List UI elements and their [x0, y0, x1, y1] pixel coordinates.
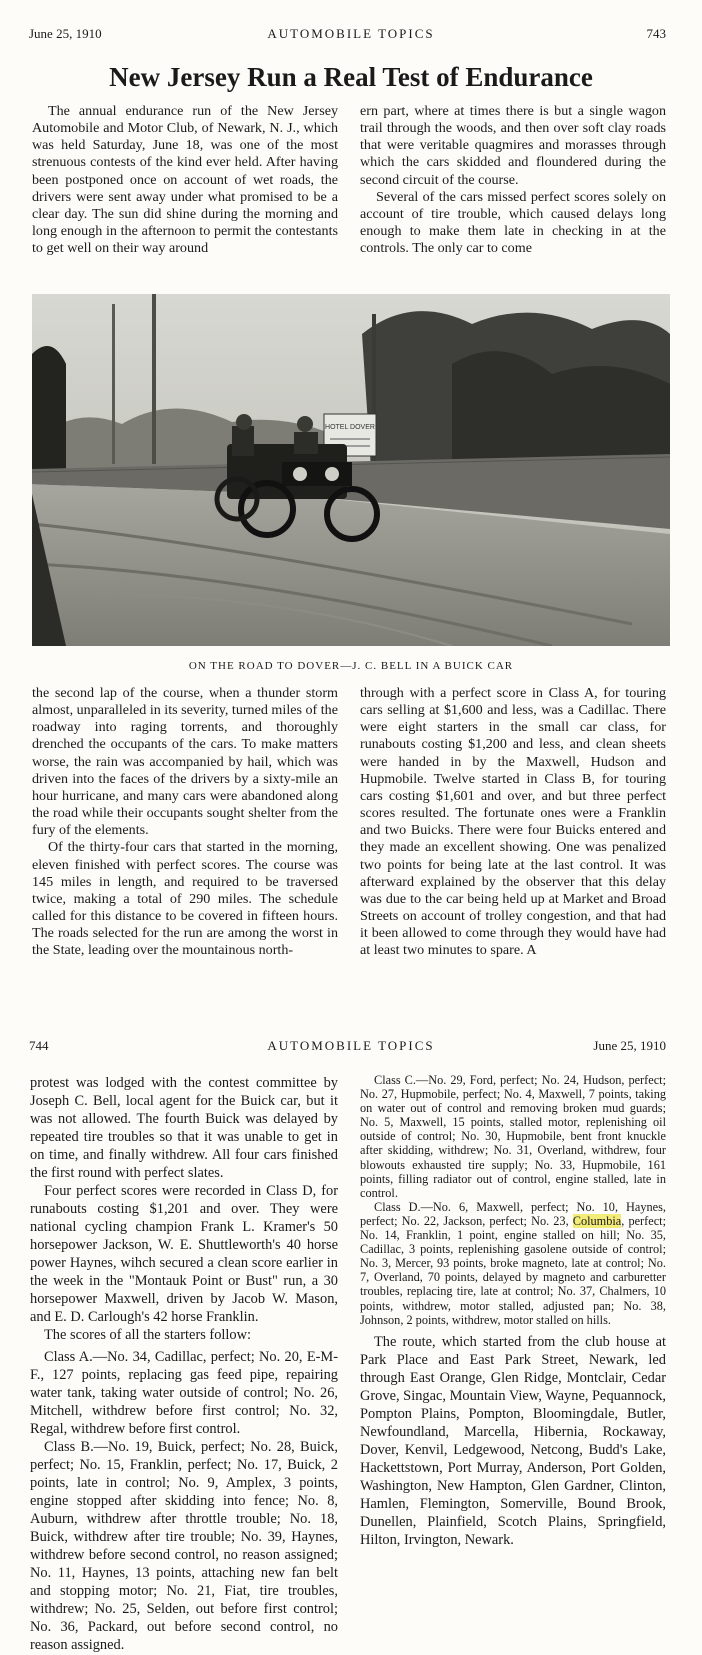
photo-caption: ON THE ROAD TO DOVER—J. C. BELL IN A BUICK CAR — [188, 660, 514, 672]
class-results-paragraph: through with a perfect score in Class A, for touring cars selling at $1,600 and less, was a Cadillac. There were eight starters in the small car class, for runabouts costing $1,200 and less, and clean sheets were handed in by the Maxwell, Hudson and Hupmobile. Twelve started in Class B, for touring cars costing $1,601 and over, and but three perfect scores resulted. The fortunate ones were a Franklin and two Buicks. There were four Buicks entered and they made an excellent showing. One was penalized two points for being late at the last control. It was afterward explained by the observer that this delay was due to the car being held up at Market and Broad Streets on account of trolley congestion, and that had it been allowed to come through they would have had at least two minutes to spare. A — [360, 685, 666, 959]
page2-column-right — [360, 1073, 666, 1549]
page2-column-left — [30, 1074, 338, 1654]
page-number: 744 — [29, 1038, 49, 1053]
highlighted-word: Columbia — [572, 1213, 622, 1228]
photo-illustration — [32, 294, 670, 646]
class-c-scores: Class C.—No. 29, Ford, perfect; No. 24, Hudson, perfect; No. 27, Hupmobile, perfect; No. 4, Maxwell, 7 points, taking on water out of control and removing broken mud guards; No. 5, Maxwell, 15 points, stalled motor, replenishing oil outside of control; No. 30, Hupmobile, bent front knuckle after skidding, withdrew; No. 31, Overland, withdrew, four blowouts exhausted tire supply; No. 33, Hupmobile, 161 points, filling radiator out of control, engine stalled, late in control. — [360, 1073, 666, 1200]
publication-title: AUTOMOBILE TOPICS — [267, 26, 435, 41]
scores-a-b — [30, 1348, 338, 1654]
page-date: June 25, 1910 — [29, 26, 102, 41]
class-a-scores: Class A.—No. 34, Cadillac, perfect; No. 20, E-M-F., 127 points, replacing gas feed pipe, repairing water tank, taking water outside of control; No. 26, Mitchell, withdrew before first control; No. 32, Regal, withdrew before first control. — [30, 1349, 338, 1437]
class-d-scores — [360, 1200, 666, 1327]
running-head — [0, 26, 702, 46]
class-d-text-start: Class D.—No. 6, Maxwell, perfect; No. 10, Haynes, perfect; No. 22, Jackson, perfect; No. 23, — [360, 1199, 666, 1228]
tire-trouble-paragraph: Several of the cars missed perfect scores solely on account of tire trouble, which caused delays long enough to make them late in checking in at the controls. The only car to come — [360, 188, 666, 257]
route-block — [360, 1333, 666, 1549]
road-photo — [32, 294, 670, 646]
article-headline: New Jersey Run a Real Test of Endurance — [109, 62, 593, 92]
publication-title: AUTOMOBILE TOPICS — [267, 1038, 435, 1053]
intro-paragraph-continued: ern part, where at times there is but a single wagon trail through the woods, and then over soft clay roads that were veritable quagmires and morasses through which the cars skidded and floundered during the second circuit of the course. — [360, 103, 666, 188]
protest-paragraph: protest was lodged with the contest committee by Joseph C. Bell, local agent for the Buick car, but it was not allowed. The fourth Buick was delayed by repeated tire troubles so that it was unable to get in on time, and finally withdrew. All four cars finished the first round with perfect slates. — [30, 1075, 338, 1181]
intro-column-left — [32, 103, 338, 257]
page-date: June 25, 1910 — [593, 1038, 666, 1053]
page-number: 743 — [646, 26, 666, 41]
scores-c-d — [360, 1073, 666, 1327]
class-b-scores: Class B.—No. 19, Buick, perfect; No. 28, Buick, perfect; No. 15, Franklin, perfect; No. 17, Buick, 2 points, late in control; No. 9, Amplex, 3 points, engine stopped after skidding into fence; No. 8, Auburn, withdrew after throttle trouble; No. 18, Buick, withdrew after tire trouble; No. 39, Haynes, withdrew before second control, no reason assigned; No. 11, Haynes, 13 points, attaching new fan belt and stopping motor; No. 21, Fiat, tire troubles, withdrew; No. 25, Selden, out before first control; No. 36, Packard, out before second control, no reason assigned. — [30, 1439, 338, 1653]
body-column-left — [32, 685, 338, 960]
body-column-right — [360, 685, 666, 960]
intro-column-right — [360, 103, 666, 257]
running-head — [0, 1038, 702, 1058]
photo-sign-text: HOTEL DOVER — [325, 424, 375, 431]
class-d-summary-paragraph: Four perfect scores were recorded in Class D, for runabouts costing $1,201 and over. They were national cycling champion Frank L. Kramer's 50 horsepower Jackson, W. E. Shuttleworth's 40 horse power Haynes, wihch secured a clean score earlier in the week in the "Montauk Point or Bust" run, a 30 horsepower Maxwell, driven by Jacob W. Mason, and E. D. Carlough's 42 horse Franklin. — [30, 1183, 338, 1325]
page-744 — [0, 1020, 702, 1655]
class-d-text-end: , perfect; No. 14, Franklin, 1 point, engine stalled on hill; No. 35, Cadillac, 3 points, replenishing gasolene outside of control; No. 3, Mercer, 93 points, broke magneto, late at control; No. 7, Overland, 70 points, delayed by magneto and carburetter troubles, replacing tire, late at control; No. 37, Chalmers, 10 points, withdrew, motor stalled, adjusted pan; No. 38, Johnson, 2 points, withdrew, motor stalled on hills. — [360, 1213, 667, 1327]
storm-paragraph: the second lap of the course, when a thunder storm almost, unparalleled in its severity, turned miles of the roadway into raging torrents, and thoroughly drenched the occupants of the cars. To make matters worse, the rain was accompanied by hail, which was driven into the faces of the drivers by a sixty-mile an hour hurricane, and many cars were abandoned along the road while their occupants sought shelter from the fury of the elements. — [32, 685, 338, 839]
intro-paragraph: The annual endurance run of the New Jersey Automobile and Motor Club, of Newark, N. J., which was held Saturday, June 18, was one of the most strenuous contests of the kind ever held. After having been postponed once on account of wet roads, the drivers were sent away under what promised to be a clear day. The sun did shine during the morning and long enough in the afternoon to permit the contestants to get well on their way around — [32, 103, 338, 257]
route-paragraph: The route, which started from the club house at Park Place and East Park Street, Newark, led through East Orange, Glen Ridge, Montclair, Cedar Grove, Singac, Mountain View, Wayne, Pequannock, Pompton Plains, Pompton, Bloomingdale, Butler, Newfoundland, Marcella, Hibernia, Rockaway, Dover, Kenvil, Ledgewood, Netcong, Budd's Lake, Hackettstown, Port Murray, Anderson, Port Golden, Washington, New Hampton, Glen Gardner, Clinton, Hamlen, Flemington, Somerville, Bound Brook, Dunellen, Plainfield, Scotch Plains, Springfield, Hilton, Irvington, Newark. — [360, 1333, 666, 1548]
scores-intro: The scores of all the starters follow: — [44, 1327, 251, 1343]
course-paragraph: Of the thirty-four cars that started in the morning, eleven finished with perfect scores. The course was 145 miles in length, and required to be traversed twice, making a total of 290 miles. The schedule called for this distance to be covered in fifteen hours. The roads selected for the run are among the worst in the State, leading over the mountainous north- — [32, 839, 338, 959]
